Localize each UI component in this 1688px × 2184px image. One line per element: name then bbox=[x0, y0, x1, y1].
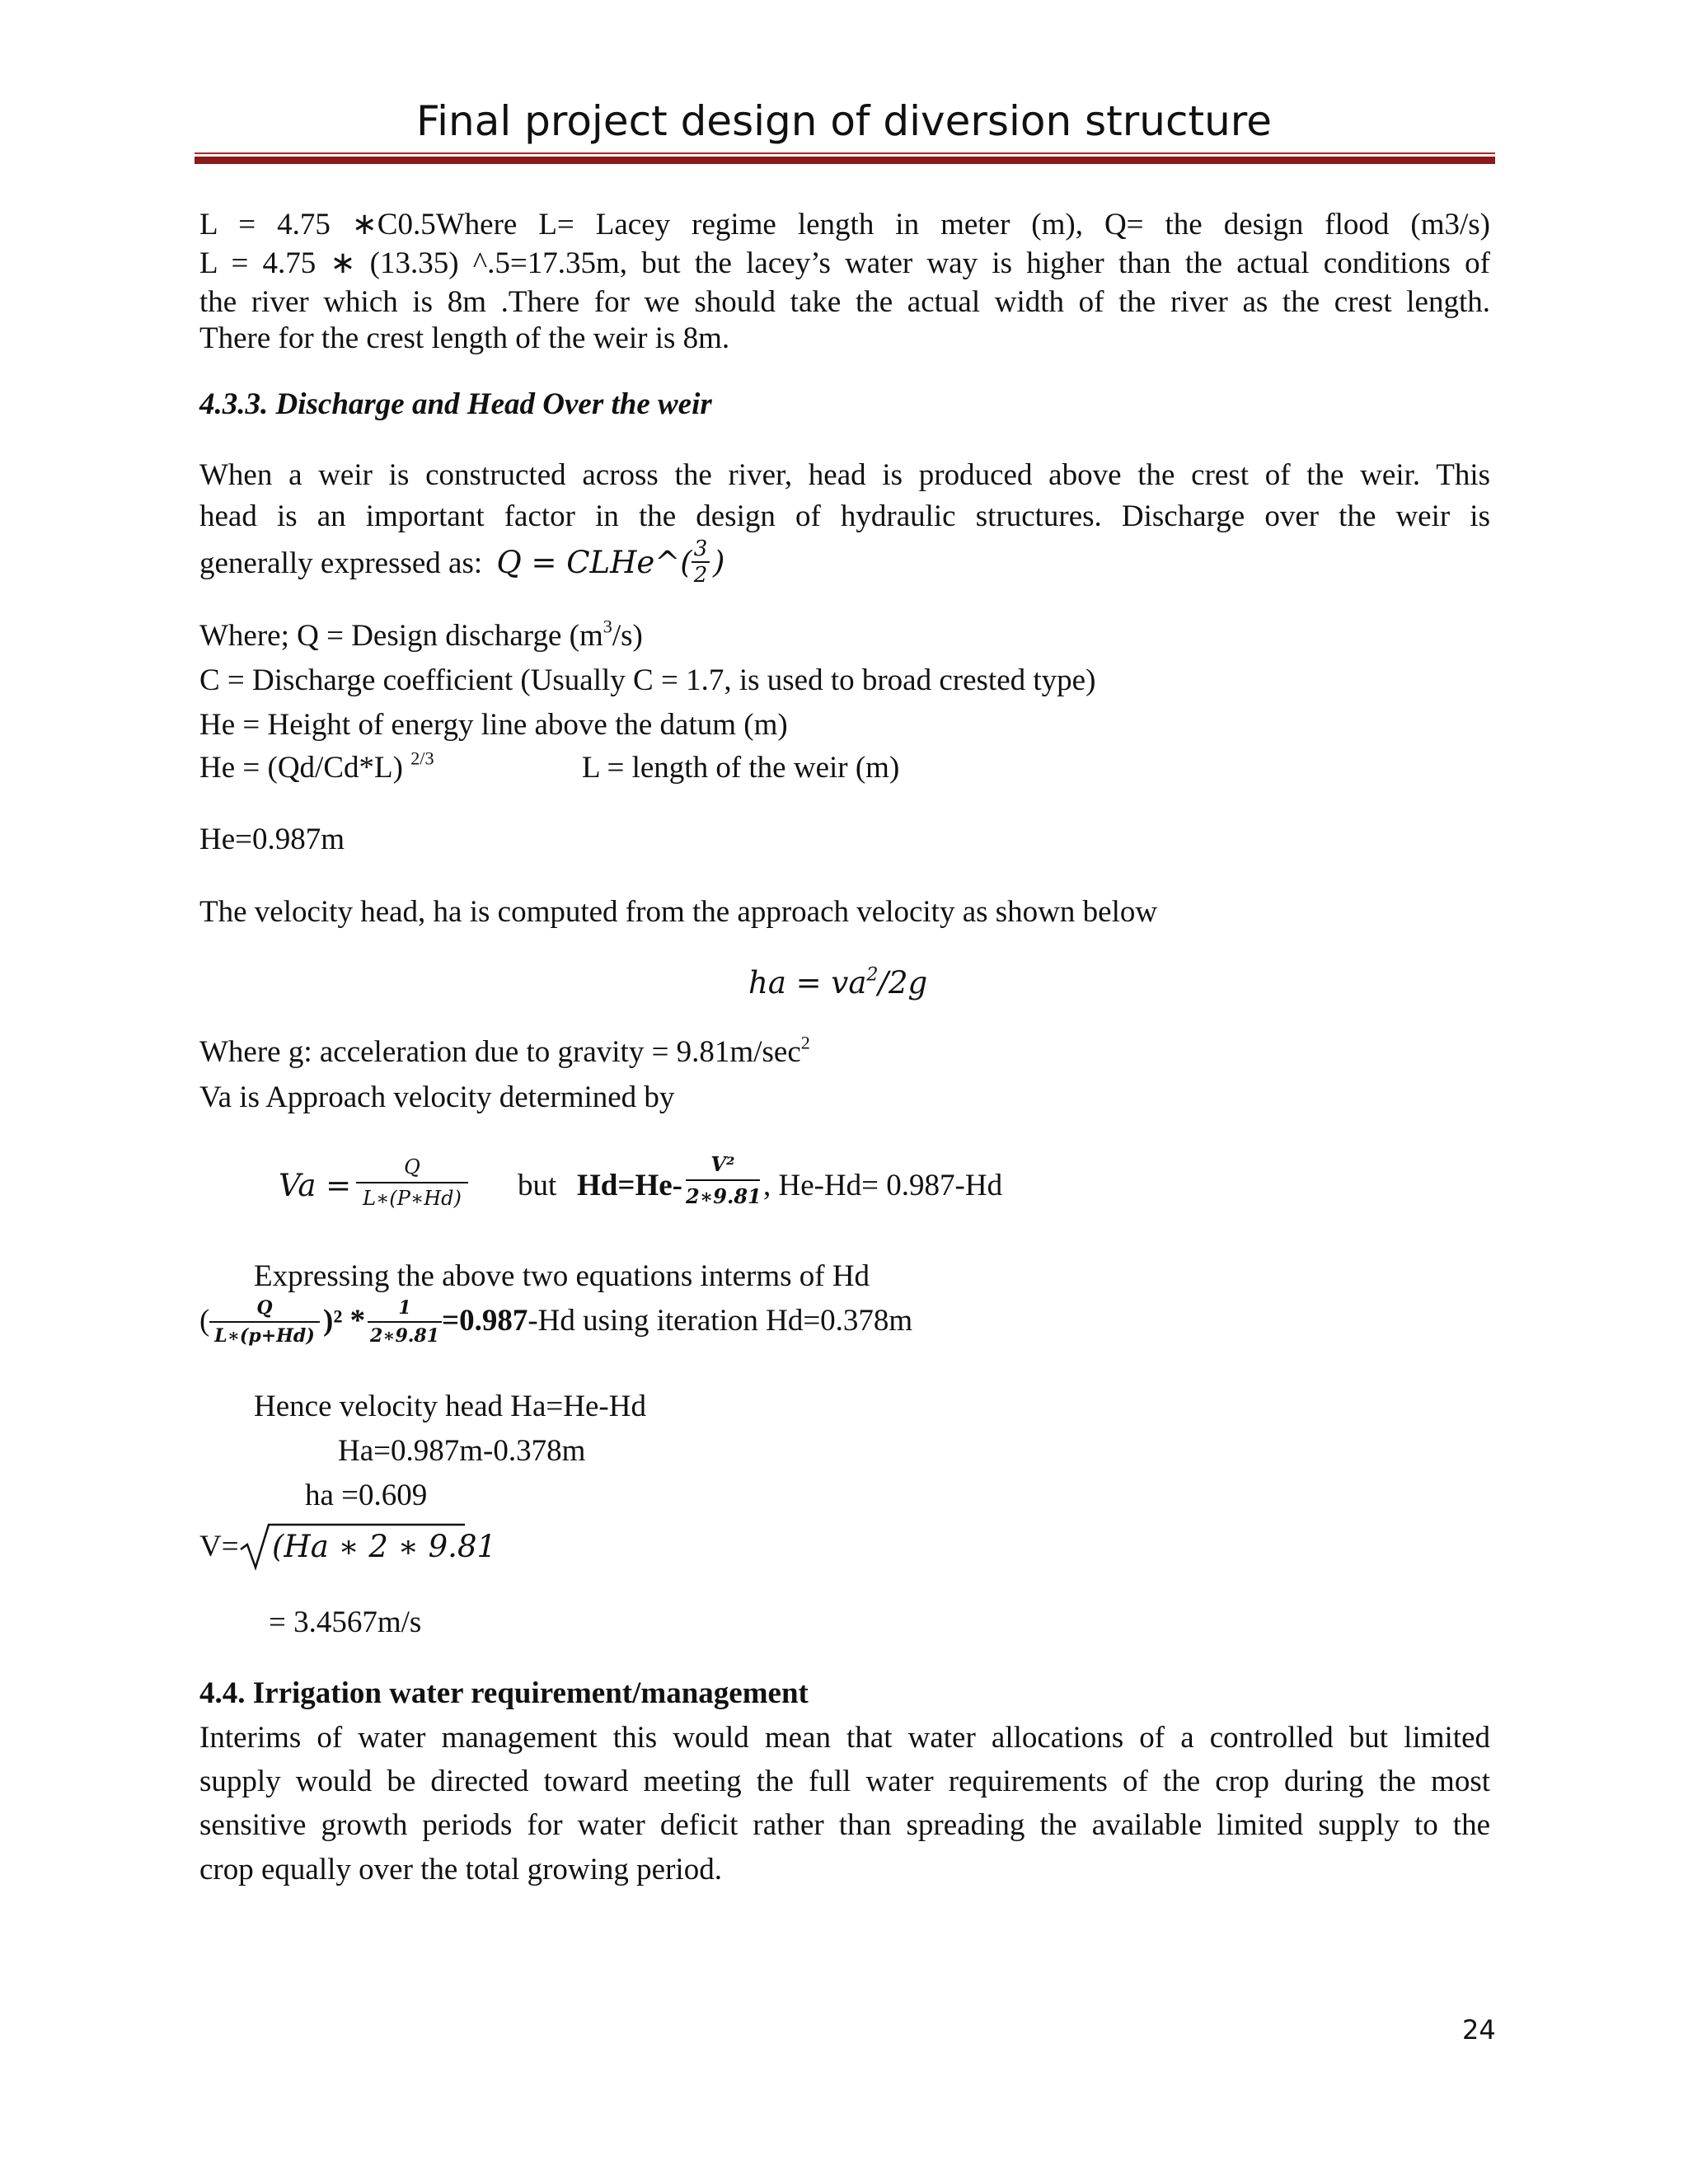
irrigation-line-1: Interims of water management this would mean that water allocations of a controlled but limited bbox=[199, 1721, 1490, 1755]
hd-relation: , He-Hd= 0.987-Hd bbox=[763, 1169, 1003, 1202]
page-header-title: Final project design of diversion structure bbox=[416, 97, 1272, 145]
va-lhs: Va = bbox=[279, 1168, 352, 1203]
he-formula: He = (Qd/Cd*L) $^{2/3}$ bbox=[199, 748, 434, 785]
hd-fraction: V² 2∗9.81 bbox=[686, 1152, 762, 1208]
iteration-fraction-2: 1 2∗9.81 bbox=[368, 1297, 442, 1347]
hence-line: Hence velocity head Ha=He-Hd bbox=[254, 1390, 646, 1423]
irrigation-line-3: sensitive growth periods for water deficit rather than spreading the available limited supply to the bbox=[199, 1808, 1490, 1842]
iteration-equation: =0.987-Hd using iteration Hd=0.378m bbox=[442, 1304, 913, 1338]
va-definition: Va is Approach velocity determined by bbox=[199, 1080, 675, 1114]
crest-length-line-4: There for the crest length of the weir is 8m. bbox=[199, 321, 730, 355]
section-heading-4-4: 4.4. Irrigation water requirement/management bbox=[199, 1676, 809, 1710]
velocity-head-intro: The velocity head, ha is computed from the approach velocity as shown below bbox=[199, 895, 1158, 929]
where-c: C = Discharge coefficient (Usually C = 1.7, is used to broad crested type) bbox=[199, 663, 1096, 697]
where-q: Where; Q = Design discharge $(m^3/s)$ bbox=[199, 616, 643, 653]
weir-para-line-3: generally expressed as: Q = CLHe^( bbox=[199, 545, 692, 580]
weir-para-line-2: head is an important factor in the design of hydraulic structures. Discharge over the weir is bbox=[199, 499, 1490, 533]
gravity-definition: Where g: acceleration due to gravity = $9.81m/\sec^2$ bbox=[199, 1032, 810, 1069]
ha-result: ha =0.609 bbox=[305, 1479, 428, 1512]
header-rule-thin bbox=[195, 152, 1495, 154]
va-fraction: Q L∗(P∗Hd) bbox=[356, 1155, 468, 1210]
where-he: He = Height of energy line above the datum (m) bbox=[199, 708, 788, 742]
hd-definition: Hd=He- bbox=[577, 1169, 682, 1202]
crest-length-line-3: the river which is 8m .There for we should take the actual width of the river as the crest length. bbox=[199, 285, 1490, 319]
weir-para-line-1: When a weir is constructed across the river, head is produced above the crest of the weir. This bbox=[199, 458, 1490, 492]
iteration-fraction-1: Q L∗(p+Hd) bbox=[209, 1297, 320, 1347]
expressing-line: Expressing the above two equations interms of Hd bbox=[254, 1259, 870, 1293]
header-rule-thick bbox=[195, 157, 1495, 164]
l-definition: L = length of the weir (m) bbox=[582, 751, 900, 785]
ha-calculation: Ha=0.987m-0.378m bbox=[338, 1434, 586, 1468]
but-label: but bbox=[518, 1169, 557, 1202]
v-lhs: V= bbox=[199, 1530, 239, 1563]
iteration-power: )² * bbox=[323, 1304, 366, 1338]
iteration-open-paren: ( bbox=[199, 1304, 210, 1338]
discharge-formula: Q = CLHe^( bbox=[496, 545, 692, 580]
discharge-formula-close: ) bbox=[713, 545, 725, 580]
crest-length-line-2: L = 4.75 ∗ (13.35) ^.5=17.35m, but the lacey’s water way is higher than the actual conditions of bbox=[199, 246, 1490, 280]
irrigation-line-2: supply would be directed toward meeting the full water requirements of the crop during the most bbox=[199, 1765, 1490, 1798]
v-radicand: (Ha ∗ 2 ∗ 9.81 bbox=[272, 1529, 497, 1564]
crest-length-line-1: L = 4.75 ∗C0.5Where L= Lacey regime length in meter (m), Q= the design flood (m3/s) bbox=[199, 208, 1490, 241]
page-number: 24 bbox=[1462, 2014, 1496, 2046]
he-value: He=0.987m bbox=[199, 823, 345, 856]
section-heading-4-3-3: 4.3.3. Discharge and Head Over the weir bbox=[199, 387, 712, 421]
irrigation-line-4: crop equally over the total growing period. bbox=[199, 1853, 722, 1886]
v-result: = 3.4567m/s bbox=[269, 1605, 422, 1639]
exponent-fraction: 3 2 bbox=[692, 537, 710, 588]
ha-formula: ha = $va^2/2g$ bbox=[748, 963, 928, 1001]
